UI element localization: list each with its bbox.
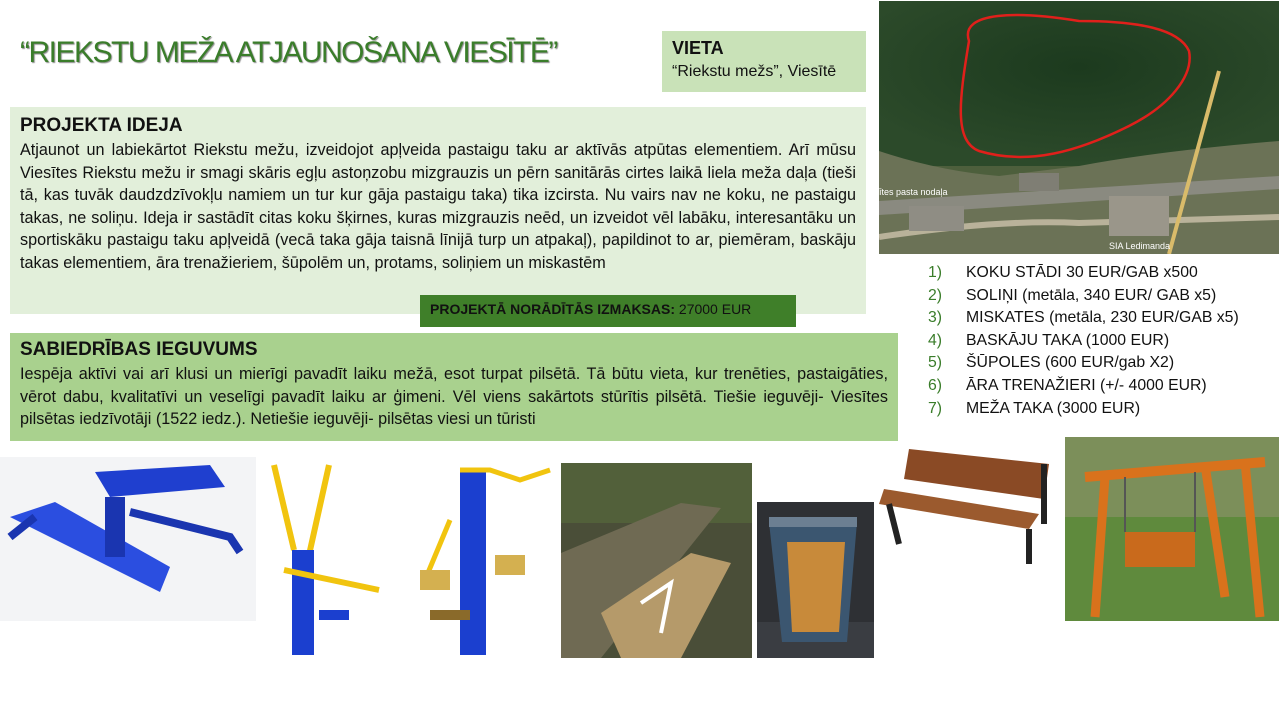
project-cost-value: 27000 EUR xyxy=(678,301,752,317)
wooden-swing-image xyxy=(1065,437,1279,621)
list-item: 7) MEŽA TAKA (3000 EUR) xyxy=(928,399,1141,417)
list-item: 1) KOKU STĀDI 30 EUR/GAB x500 xyxy=(928,264,1198,281)
list-item: 3) MISKATES (metāla, 230 EUR/GAB x5) xyxy=(928,309,1239,327)
project-idea-text: Atjaunot un labiekārtot Riekstu mežu, izveidojot apļveida pastaigu taku ar aktīvās atpūtas elementiem. Arī mūsu Viesītes Riekstu mežu ir smagi skāris egļu astoņzobu mizgrauzis un pērn sanitārās cirtes laikā liela meža daļa (tieši tā, kas tuvāk daudzdzīvokļu namiem un tur kur gāja pastaigu taka) tika izcirsta. Nu vairs nav ne koku, ne pastaigu takas, ne soliņu. Ideja ir sastādīt citas koku šķirnes, kuras mizgrauzis neēd, un izveidot vēl labāku, interesantāku un sportiskāku pastaigu taku apļveidā (vecā taka gāja taisnā līnijā turp un atpakaļ), papildinot to ar, piemēram, baskāju takas elementiem, āra trenažieriem, šūpolēm un, protams, soliņiem un miskastēm xyxy=(20,141,856,272)
elliptical-trainer-image xyxy=(264,460,391,656)
park-bench-image xyxy=(879,444,1055,566)
list-item: 6) ĀRA TRENAŽIERI (+/- 4000 EUR) xyxy=(928,376,1207,394)
community-benefit-text: Iespēja aktīvi vai arī klusi un mierīgi pavadīt laiku mežā, esot turpat pilsētā. Tā būtu vieta, kur trenēties, pastaigāties, vērot dabu, kvalitatīvi un veselīgi pavadīt laiku ar ģimeni. Vēl viens sakārtots stūrītis pilsētā. Tiešie ieguvēji- Viesītes pilsētas iedzīvotāji (1522 iedz.). Netiešie ieguvēji- pilsētas viesi un tūristi xyxy=(20,365,888,429)
project-idea-box xyxy=(10,107,866,314)
location-box xyxy=(662,31,866,92)
project-cost-banner xyxy=(420,295,796,327)
outdoor-bench-press-image xyxy=(0,457,256,621)
cost-items-list xyxy=(928,264,1278,422)
page-title: “RIEKSTU MEŽA ATJAUNOŠANA VIESĪTĒ” xyxy=(20,36,557,69)
project-idea-heading: PROJEKTA IDEJA xyxy=(20,115,183,136)
barefoot-path-image xyxy=(561,463,752,658)
strength-trainer-image xyxy=(400,460,551,656)
location-text: “Riekstu mežs”, Viesītē xyxy=(672,63,837,80)
list-item: 5) ŠŪPOLES (600 EUR/gab X2) xyxy=(928,354,1175,372)
list-item: 2) SOLIŅI (metāla, 340 EUR/ GAB x5) xyxy=(928,286,1217,304)
aerial-map-image xyxy=(879,1,1279,254)
community-benefit-box xyxy=(10,333,898,441)
project-cost-label: PROJEKTĀ NORĀDĪTĀS IZMAKSAS: xyxy=(430,301,676,317)
location-heading: VIETA xyxy=(672,38,724,58)
map-label-shop: SIA Ledimanda xyxy=(1109,241,1171,251)
map-label-post: ītes pasta nodaļa xyxy=(879,187,948,197)
list-item: 4) BASKĀJU TAKA (1000 EUR) xyxy=(928,331,1170,349)
trash-bin-image xyxy=(757,502,874,658)
community-benefit-heading: SABIEDRĪBAS IEGUVUMS xyxy=(20,339,258,360)
